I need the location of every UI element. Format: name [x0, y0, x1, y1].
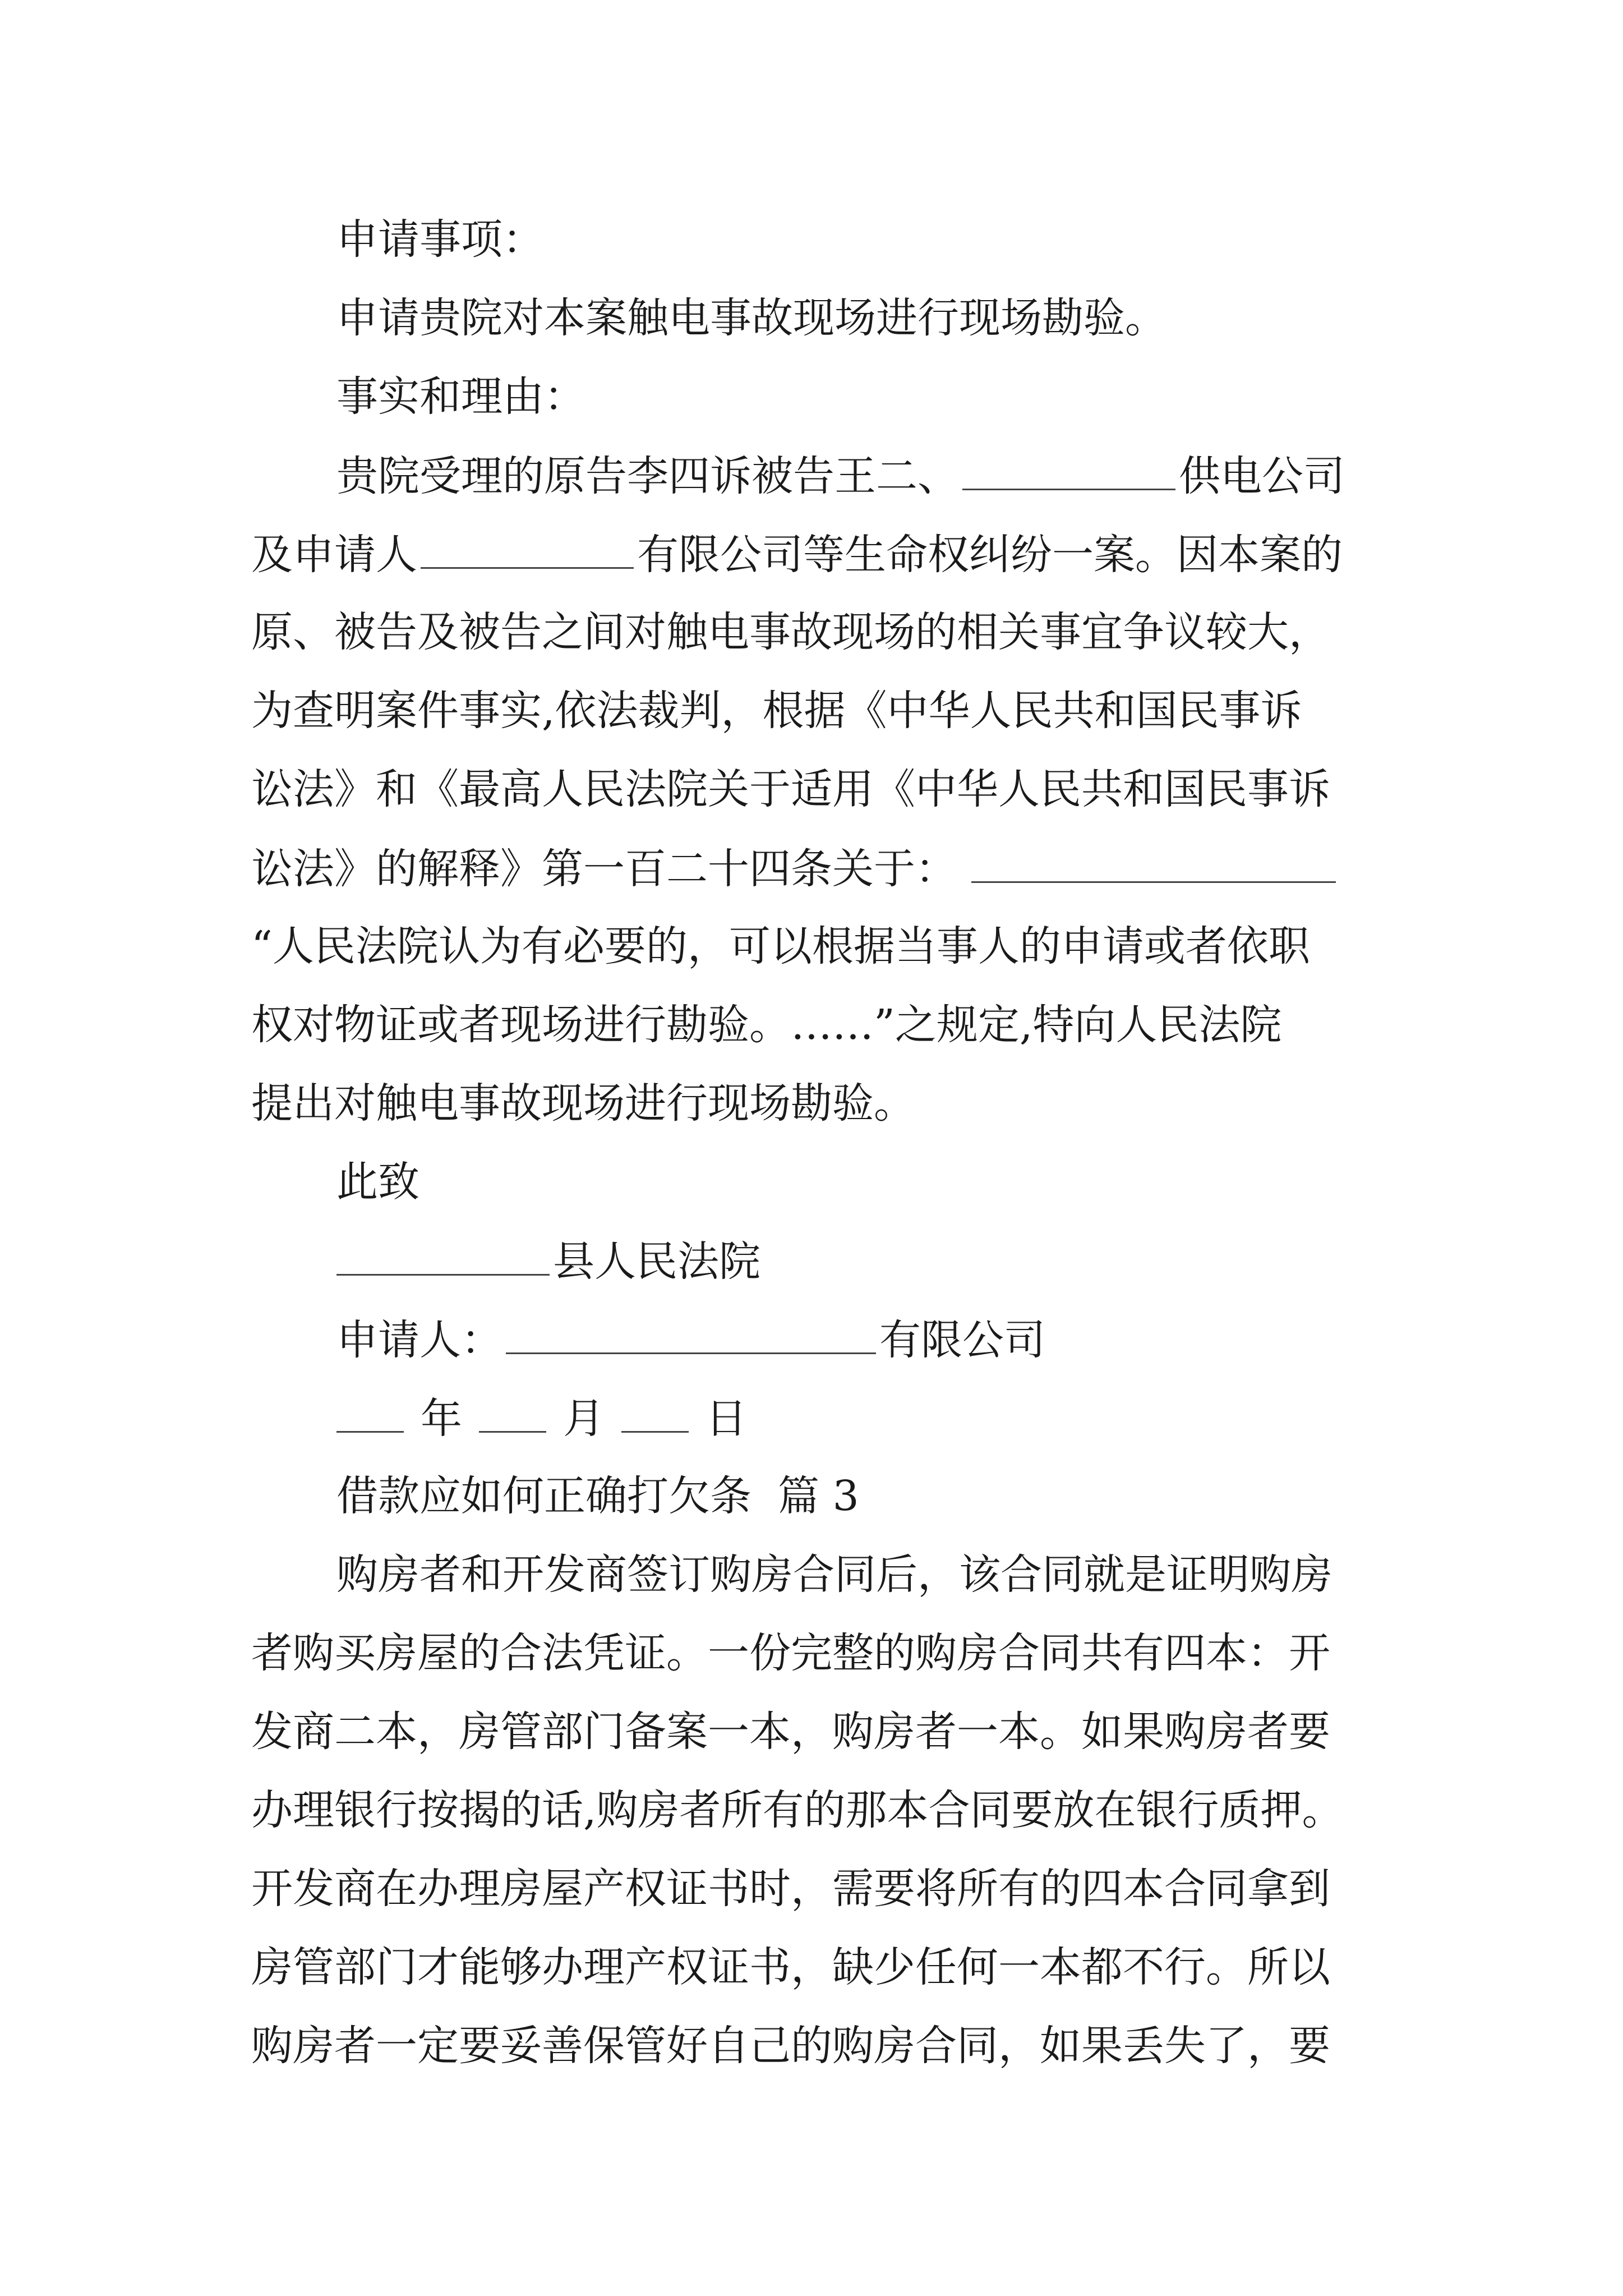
fill-blank-applicant-name[interactable] — [421, 526, 634, 569]
facts-line-2-b: 有限公司等生命权纠纷一案。因本案的 — [637, 531, 1343, 579]
para-line-2: 者购买房屋的合法凭证。一份完整的购房合同共有四本：开 — [251, 1629, 1330, 1677]
fill-blank-applicant[interactable] — [506, 1311, 876, 1354]
date-year-label: 年 — [421, 1395, 462, 1443]
fill-blank-day[interactable] — [621, 1389, 689, 1433]
applicant-suffix: 有限公司 — [879, 1316, 1045, 1364]
court-suffix: 县人民法院 — [553, 1237, 760, 1286]
para-line-4: 办理银行按揭的话,购房者所有的那本合同要放在银行质押。 — [251, 1786, 1344, 1834]
fill-blank-article[interactable] — [971, 840, 1336, 883]
facts-line-5: 讼法》和《最高人民法院关于适用《中华人民共和国民事诉 — [251, 765, 1330, 813]
applicant-line — [336, 1311, 1623, 1368]
heading-request-items: 申请事项： — [336, 215, 544, 264]
para-line-1: 购房者和开发商签订购房合同后，该合同就是证明购房 — [336, 1550, 1332, 1599]
section-heading-loan: 借款应如何正确打欠条 篇 3 — [336, 1472, 859, 1520]
facts-line-3: 原、被告及被告之间对触电事故现场的相关事宜争议较大， — [251, 608, 1330, 656]
facts-line-8: 权对物证或者现场进行勘验。……”之规定,特向人民法院 — [251, 1001, 1282, 1049]
facts-line-1-b: 供电公司 — [1179, 452, 1345, 500]
facts-line-1 — [336, 447, 1623, 504]
facts-line-6-text: 讼法》的解释》第一百二十四条关于： — [251, 845, 957, 893]
facts-line-7: “人民法院认为有必要的，可以根据当事人的申请或者依职 — [251, 922, 1310, 970]
applicant-label: 申请人： — [336, 1316, 502, 1364]
date-month-label: 月 — [563, 1395, 605, 1443]
facts-line-4: 为查明案件事实,依法裁判，根据《中华人民共和国民事诉 — [251, 687, 1302, 735]
date-day-label: 日 — [706, 1395, 747, 1443]
facts-line-1-a: 贵院受理的原告李四诉被告王二、 — [336, 452, 959, 500]
court-line — [336, 1232, 1623, 1290]
heading-facts-reasons: 事实和理由： — [336, 372, 585, 421]
fill-blank-power-company[interactable] — [962, 447, 1175, 490]
para-line-6: 房管部门才能够办理产权证书，缺少任何一本都不行。所以 — [251, 1943, 1330, 1991]
fill-blank-month[interactable] — [479, 1389, 546, 1433]
para-line-5: 开发商在办理房屋产权证书时，需要将所有的四本合同拿到 — [251, 1865, 1330, 1913]
fill-blank-county[interactable] — [336, 1232, 550, 1276]
facts-line-6 — [251, 840, 1623, 897]
request-text: 申请贵院对本案触电事故现场进行现场勘验。 — [336, 294, 1166, 342]
fill-blank-year[interactable] — [336, 1389, 404, 1433]
facts-line-2-a: 及申请人 — [251, 531, 417, 579]
salutation: 此致 — [336, 1158, 419, 1206]
para-line-3: 发商二本，房管部门备案一本，购房者一本。如果购房者要 — [251, 1708, 1330, 1756]
para-line-7: 购房者一定要妥善保管好自己的购房合同，如果丢失了，要 — [251, 2022, 1330, 2070]
facts-line-2 — [251, 526, 1623, 583]
facts-line-9: 提出对触电事故现场进行现场勘验。 — [251, 1079, 915, 1128]
date-line — [336, 1389, 1623, 1447]
